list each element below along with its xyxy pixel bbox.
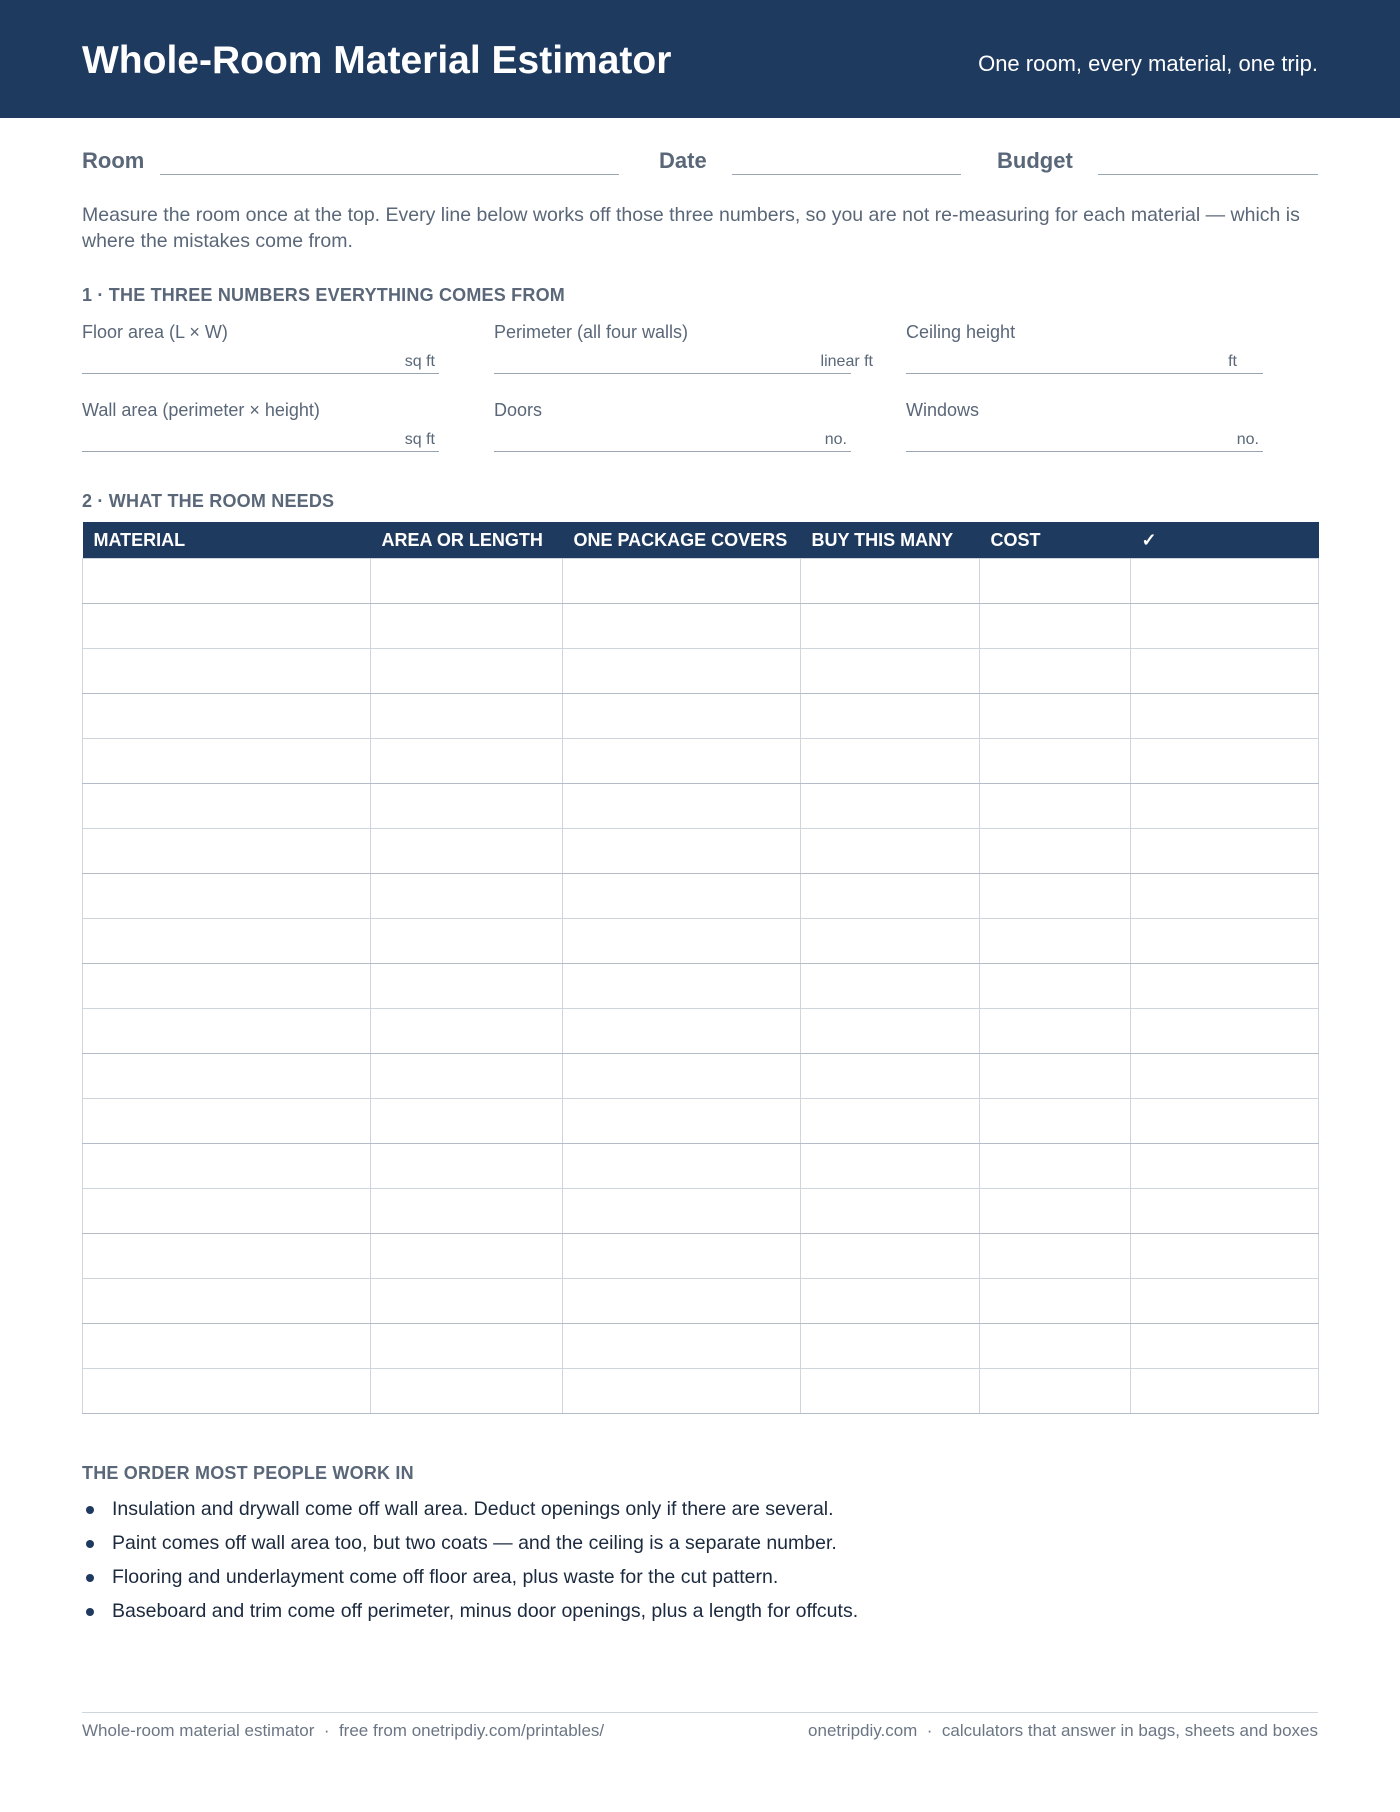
package-covers-cell[interactable] — [563, 784, 801, 829]
material-cell[interactable] — [83, 919, 371, 964]
budget-field[interactable] — [1098, 174, 1318, 175]
footer-divider — [82, 1712, 1318, 1713]
column-header-check: ✓ — [1131, 522, 1319, 559]
check-cell[interactable] — [1131, 1234, 1319, 1279]
material-cell[interactable] — [83, 649, 371, 694]
date-field[interactable] — [732, 174, 961, 175]
room-field[interactable] — [160, 174, 619, 175]
material-cell[interactable] — [83, 784, 371, 829]
area-or-length-cell[interactable] — [371, 604, 563, 649]
table-row — [83, 1009, 1319, 1054]
area-or-length-cell[interactable] — [371, 919, 563, 964]
floor-area-input[interactable] — [82, 349, 439, 374]
room-label: Room — [82, 148, 145, 173]
bullet-icon — [86, 1506, 94, 1514]
table-row — [83, 649, 1319, 694]
cost-cell[interactable] — [980, 649, 1131, 694]
bullet-icon — [86, 1540, 94, 1548]
perimeter-field[interactable] — [494, 321, 873, 374]
windows-label: Windows — [906, 400, 980, 420]
package-covers-cell[interactable] — [563, 1324, 801, 1369]
windows-field[interactable] — [906, 399, 1263, 452]
bullet-icon — [86, 1574, 94, 1582]
list-item — [82, 1560, 1318, 1594]
check-cell[interactable] — [1131, 1279, 1319, 1324]
package-covers-cell[interactable] — [563, 1279, 801, 1324]
area-or-length-cell[interactable] — [371, 964, 563, 1009]
cost-cell[interactable] — [980, 1099, 1131, 1144]
doors-field[interactable] — [494, 399, 851, 452]
check-cell[interactable] — [1131, 964, 1319, 1009]
cost-cell[interactable] — [980, 964, 1131, 1009]
package-covers-cell[interactable] — [563, 1144, 801, 1189]
package-covers-cell[interactable] — [563, 649, 801, 694]
column-header-material: MATERIAL — [83, 522, 371, 559]
column-header-area-or-length: AREA OR LENGTH — [371, 522, 563, 559]
check-cell[interactable] — [1131, 1324, 1319, 1369]
buy-this-many-cell[interactable] — [801, 829, 980, 874]
windows-unit: no. — [1236, 431, 1259, 448]
table-row — [83, 874, 1319, 919]
check-cell[interactable] — [1131, 1099, 1319, 1144]
area-or-length-cell[interactable] — [371, 1144, 563, 1189]
material-cell[interactable] — [83, 739, 371, 784]
material-cell[interactable] — [83, 874, 371, 919]
buy-this-many-cell[interactable] — [801, 694, 980, 739]
floor-area-label: Floor area (L × W) — [82, 322, 228, 342]
area-or-length-cell[interactable] — [371, 829, 563, 874]
buy-this-many-cell[interactable] — [801, 1009, 980, 1054]
doors-label: Doors — [494, 400, 543, 420]
table-row — [83, 739, 1319, 784]
material-cell[interactable] — [83, 1234, 371, 1279]
doors-unit: no. — [824, 431, 847, 448]
floor-area-field[interactable] — [82, 321, 439, 374]
area-or-length-cell[interactable] — [371, 874, 563, 919]
column-header-buy-this-many: BUY THIS MANY — [801, 522, 980, 559]
floor-area-unit: sq ft — [404, 353, 435, 370]
check-cell[interactable] — [1131, 649, 1319, 694]
package-covers-cell[interactable] — [563, 829, 801, 874]
table-row — [83, 1279, 1319, 1324]
material-cell[interactable] — [83, 829, 371, 874]
cost-cell[interactable] — [980, 784, 1131, 829]
area-or-length-cell[interactable] — [371, 1234, 563, 1279]
area-or-length-cell[interactable] — [371, 694, 563, 739]
material-cell[interactable] — [83, 1324, 371, 1369]
check-cell[interactable] — [1131, 1369, 1319, 1414]
buy-this-many-cell[interactable] — [801, 1324, 980, 1369]
budget-label: Budget — [997, 148, 1073, 173]
table-row — [83, 1144, 1319, 1189]
table-row — [83, 784, 1319, 829]
table-row — [83, 559, 1319, 604]
material-cell[interactable] — [83, 694, 371, 739]
buy-this-many-cell[interactable] — [801, 1189, 980, 1234]
area-or-length-cell[interactable] — [371, 1054, 563, 1099]
column-header-package-covers: ONE PACKAGE COVERS — [563, 522, 801, 559]
cost-cell[interactable] — [980, 1009, 1131, 1054]
wall-area-unit: sq ft — [404, 431, 435, 448]
table-row — [83, 1369, 1319, 1414]
package-covers-cell[interactable] — [563, 919, 801, 964]
buy-this-many-cell[interactable] — [801, 1099, 980, 1144]
package-covers-cell[interactable] — [563, 1009, 801, 1054]
area-or-length-cell[interactable] — [371, 559, 563, 604]
package-covers-cell[interactable] — [563, 1369, 801, 1414]
buy-this-many-cell[interactable] — [801, 559, 980, 604]
material-cell[interactable] — [83, 1189, 371, 1234]
check-cell[interactable] — [1131, 694, 1319, 739]
area-or-length-cell[interactable] — [371, 739, 563, 784]
buy-this-many-cell[interactable] — [801, 1144, 980, 1189]
buy-this-many-cell[interactable] — [801, 874, 980, 919]
table-row — [83, 1189, 1319, 1234]
area-or-length-cell[interactable] — [371, 1009, 563, 1054]
list-item — [82, 1594, 1318, 1628]
ceiling-height-unit: ft — [1228, 353, 1237, 370]
package-covers-cell[interactable] — [563, 1189, 801, 1234]
wall-area-input[interactable] — [82, 427, 439, 452]
doors-input[interactable] — [494, 427, 851, 452]
material-cell[interactable] — [83, 604, 371, 649]
package-covers-cell[interactable] — [563, 604, 801, 649]
package-covers-cell[interactable] — [563, 1234, 801, 1279]
check-cell[interactable] — [1131, 784, 1319, 829]
buy-this-many-cell[interactable] — [801, 739, 980, 784]
package-covers-cell[interactable] — [563, 1054, 801, 1099]
order-heading: THE ORDER MOST PEOPLE WORK IN — [82, 1463, 414, 1483]
list-item-text: Baseboard and trim come off perimeter, minus door openings, plus a length for offcuts. — [112, 1600, 859, 1622]
bullet-icon — [86, 1608, 94, 1616]
buy-this-many-cell[interactable] — [801, 784, 980, 829]
cost-cell[interactable] — [980, 1234, 1131, 1279]
ceiling-height-field[interactable] — [906, 321, 1263, 374]
list-item-text: Insulation and drywall come off wall area. Deduct openings only if there are several. — [112, 1498, 834, 1520]
buy-this-many-cell[interactable] — [801, 1054, 980, 1099]
material-cell[interactable] — [83, 1369, 371, 1414]
buy-this-many-cell[interactable] — [801, 964, 980, 1009]
check-cell[interactable] — [1131, 874, 1319, 919]
page-header — [0, 0, 1400, 118]
buy-this-many-cell[interactable] — [801, 649, 980, 694]
ceiling-height-input[interactable] — [906, 349, 1263, 374]
cost-cell[interactable] — [980, 1279, 1131, 1324]
material-cell[interactable] — [83, 1009, 371, 1054]
check-cell[interactable] — [1131, 1189, 1319, 1234]
date-label: Date — [659, 148, 707, 173]
area-or-length-cell[interactable] — [371, 1099, 563, 1144]
meta-row — [82, 146, 1318, 178]
area-or-length-cell[interactable] — [371, 1324, 563, 1369]
list-item-text: Paint comes off wall area too, but two coats — and the ceiling is a separate number. — [112, 1532, 837, 1554]
perimeter-unit: linear ft — [820, 353, 873, 370]
material-cell[interactable] — [83, 964, 371, 1009]
check-cell[interactable] — [1131, 1054, 1319, 1099]
table-row — [83, 1054, 1319, 1099]
check-cell[interactable] — [1131, 739, 1319, 784]
package-covers-cell[interactable] — [563, 874, 801, 919]
ceiling-height-label: Ceiling height — [906, 322, 1016, 342]
check-cell[interactable] — [1131, 829, 1319, 874]
area-or-length-cell[interactable] — [371, 1369, 563, 1414]
materials-table-body — [83, 559, 1319, 1414]
list-item — [82, 1526, 1318, 1560]
cost-cell[interactable] — [980, 604, 1131, 649]
perimeter-label: Perimeter (all four walls) — [494, 322, 689, 342]
windows-input[interactable] — [906, 427, 1263, 452]
buy-this-many-cell[interactable] — [801, 1234, 980, 1279]
check-cell[interactable] — [1131, 1009, 1319, 1054]
package-covers-cell[interactable] — [563, 694, 801, 739]
area-or-length-cell[interactable] — [371, 1189, 563, 1234]
check-cell[interactable] — [1131, 1144, 1319, 1189]
footer-left: Whole-room material estimator · free from onetripdiy.com/printables/ — [82, 1721, 605, 1740]
package-covers-cell[interactable] — [563, 739, 801, 784]
cost-cell[interactable] — [980, 1369, 1131, 1414]
check-cell[interactable] — [1131, 559, 1319, 604]
buy-this-many-cell[interactable] — [801, 1369, 980, 1414]
buy-this-many-cell[interactable] — [801, 604, 980, 649]
cost-cell[interactable] — [980, 1324, 1131, 1369]
section-2-heading: 2 · WHAT THE ROOM NEEDS — [82, 491, 335, 511]
material-cell[interactable] — [83, 559, 371, 604]
buy-this-many-cell[interactable] — [801, 1279, 980, 1324]
table-row — [83, 919, 1319, 964]
table-header-row — [83, 522, 1319, 559]
order-list — [82, 1492, 1318, 1628]
page-title: Whole-Room Material Estimator — [82, 39, 672, 82]
cost-cell[interactable] — [980, 739, 1131, 784]
area-or-length-cell[interactable] — [371, 649, 563, 694]
cost-cell[interactable] — [980, 919, 1131, 964]
table-row — [83, 694, 1319, 739]
table-row — [83, 1234, 1319, 1279]
cost-cell[interactable] — [980, 559, 1131, 604]
material-cell[interactable] — [83, 1144, 371, 1189]
perimeter-input[interactable] — [494, 349, 873, 374]
list-item — [82, 1492, 1318, 1526]
wall-area-field[interactable] — [82, 399, 439, 452]
table-row — [83, 604, 1319, 649]
material-cell[interactable] — [83, 1279, 371, 1324]
cost-cell[interactable] — [980, 829, 1131, 874]
material-cell[interactable] — [83, 1099, 371, 1144]
material-cell[interactable] — [83, 1054, 371, 1099]
materials-table — [82, 522, 1319, 1414]
cost-cell[interactable] — [980, 1189, 1131, 1234]
table-row — [83, 829, 1319, 874]
check-cell[interactable] — [1131, 604, 1319, 649]
column-header-cost: COST — [980, 522, 1131, 559]
wall-area-label: Wall area (perimeter × height) — [82, 400, 320, 420]
package-covers-cell[interactable] — [563, 559, 801, 604]
table-row — [83, 1324, 1319, 1369]
list-item-text: Flooring and underlayment come off floor area, plus waste for the cut pattern. — [112, 1566, 779, 1588]
section-1-heading: 1 · THE THREE NUMBERS EVERYTHING COMES FROM — [82, 285, 565, 305]
cost-cell[interactable] — [980, 1144, 1131, 1189]
cost-cell[interactable] — [980, 1054, 1131, 1099]
package-covers-cell[interactable] — [563, 964, 801, 1009]
table-row — [83, 964, 1319, 1009]
area-or-length-cell[interactable] — [371, 784, 563, 829]
area-or-length-cell[interactable] — [371, 1279, 563, 1324]
footer-right: onetripdiy.com · calculators that answer in bags, sheets and boxes — [808, 1721, 1318, 1740]
table-row — [83, 1099, 1319, 1144]
check-cell[interactable] — [1131, 919, 1319, 964]
cost-cell[interactable] — [980, 874, 1131, 919]
package-covers-cell[interactable] — [563, 1099, 801, 1144]
page-tagline: One room, every material, one trip. — [978, 51, 1318, 76]
intro-text: Measure the room once at the top. Every line below works off those three numbers, so you are not re-measuring for each material — which is where the mistakes come from. — [82, 204, 1300, 252]
cost-cell[interactable] — [980, 694, 1131, 739]
buy-this-many-cell[interactable] — [801, 919, 980, 964]
